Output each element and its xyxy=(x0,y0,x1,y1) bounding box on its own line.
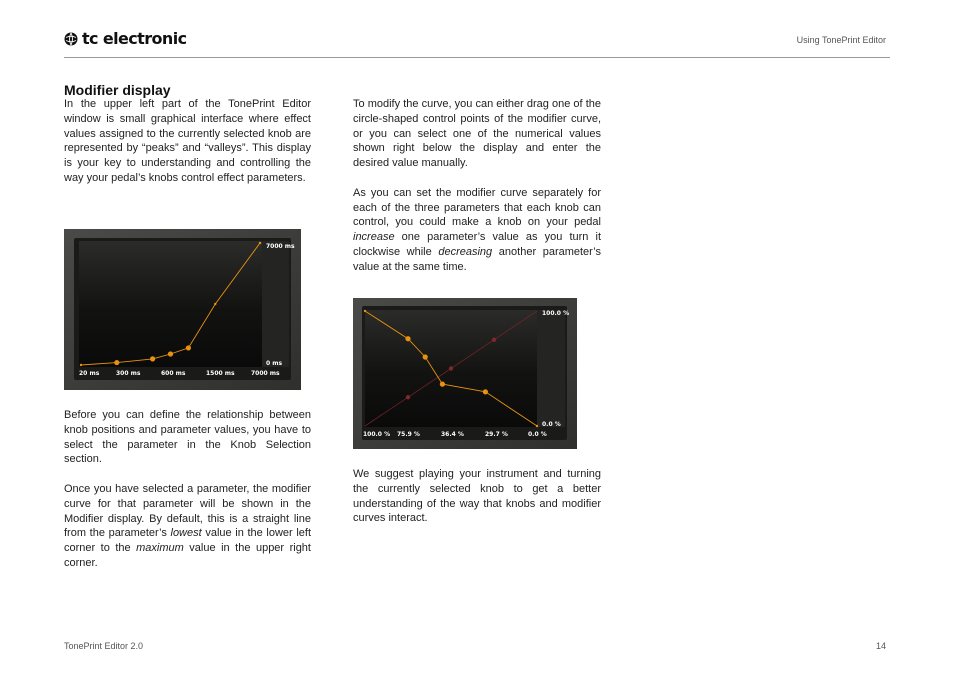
right-lower-text xyxy=(353,467,601,526)
right-upper-text xyxy=(353,97,601,275)
control-point[interactable] xyxy=(405,336,410,341)
knob-selection-paragraph: Before you can define the relationship between knob positions and parameter values, you have to select the parameter in the Knob Selection section. xyxy=(64,409,311,466)
modifier-display-percent-graph xyxy=(353,298,577,449)
x-value-2[interactable]: 75.9 % xyxy=(397,431,420,438)
curve-endpoint xyxy=(80,364,82,366)
modifier-display-percent xyxy=(353,298,577,449)
modify-curve-paragraph: To modify the curve, you can either drag one of the circle-shaped control points of the modifier curve, or you can select one of the numerical values shown right below the display and enter the desired value manually. xyxy=(353,98,601,170)
left-lower-text xyxy=(64,408,311,571)
control-point[interactable] xyxy=(168,351,173,356)
control-point[interactable] xyxy=(186,345,191,350)
suggestion-paragraph: We suggest playing your instrument and turning the currently selected knob to get a better understanding of the way that knobs and modifier curves interact. xyxy=(353,468,601,525)
modifier-display-time-graph xyxy=(64,229,301,390)
control-point[interactable] xyxy=(440,382,445,387)
control-point[interactable] xyxy=(423,354,428,359)
x-value-4[interactable]: 29.7 % xyxy=(485,431,508,438)
ghost-control-point xyxy=(449,366,453,370)
control-point[interactable] xyxy=(114,360,119,365)
y-bottom-label: 0.0 % xyxy=(542,421,561,428)
header-divider xyxy=(64,57,890,58)
globe-icon xyxy=(64,32,78,46)
control-point[interactable] xyxy=(150,356,155,361)
curve-endpoint xyxy=(214,303,216,305)
curve-endpoint xyxy=(536,425,538,427)
footer-doc-name: TonePrint Editor 2.0 xyxy=(64,641,144,651)
y-bottom-label: 0 ms xyxy=(266,360,283,367)
curve-endpoint xyxy=(364,310,366,312)
default-curve-paragraph: Once you have selected a parameter, the modifier curve for that parameter will be shown in the Modifier display. By default, this is a straight line from the parameter’s lowest value in the lower left corner to the maximum value in the upper right corner. xyxy=(64,482,311,569)
x-value-5[interactable]: 7000 ms xyxy=(251,370,280,377)
control-point[interactable] xyxy=(483,389,488,394)
curve-endpoint xyxy=(259,242,261,244)
y-top-label: 7000 ms xyxy=(266,243,295,250)
page-number: 14 xyxy=(875,641,886,651)
brand-name: tc electronic xyxy=(82,29,187,48)
left-intro-text xyxy=(64,97,311,186)
x-value-1[interactable]: 100.0 % xyxy=(363,431,391,438)
plot-area xyxy=(79,241,262,367)
x-value-2[interactable]: 300 ms xyxy=(116,370,141,377)
x-value-3[interactable]: 36.4 % xyxy=(441,431,464,438)
y-top-label: 100.0 % xyxy=(542,310,570,317)
ghost-control-point xyxy=(492,338,496,342)
x-value-4[interactable]: 1500 ms xyxy=(206,370,235,377)
page-title: Modifier display xyxy=(64,82,171,98)
x-value-1[interactable]: 20 ms xyxy=(79,370,100,377)
multi-parameter-paragraph: As you can set the modifier curve separately for each of the three parameters that each knob can control, you could make a knob on your pedal increase one parameter’s value as you turn it clockwise while decreasing another parameter’s value at the same time. xyxy=(353,186,601,273)
x-value-5[interactable]: 0.0 % xyxy=(528,431,547,438)
intro-paragraph: In the upper left part of the TonePrint Editor window is small graphical interface where effect values assigned to the currently selected knob are represented by “peaks” and “valleys”. This display is your key to understanding and controlling the way your pedal’s knobs control effect parameters. xyxy=(64,98,311,184)
x-value-3[interactable]: 600 ms xyxy=(161,370,186,377)
ghost-control-point xyxy=(406,395,410,399)
modifier-display-time xyxy=(64,229,301,390)
brand-logo xyxy=(64,29,186,48)
section-title: Using TonePrint Editor xyxy=(796,35,886,45)
